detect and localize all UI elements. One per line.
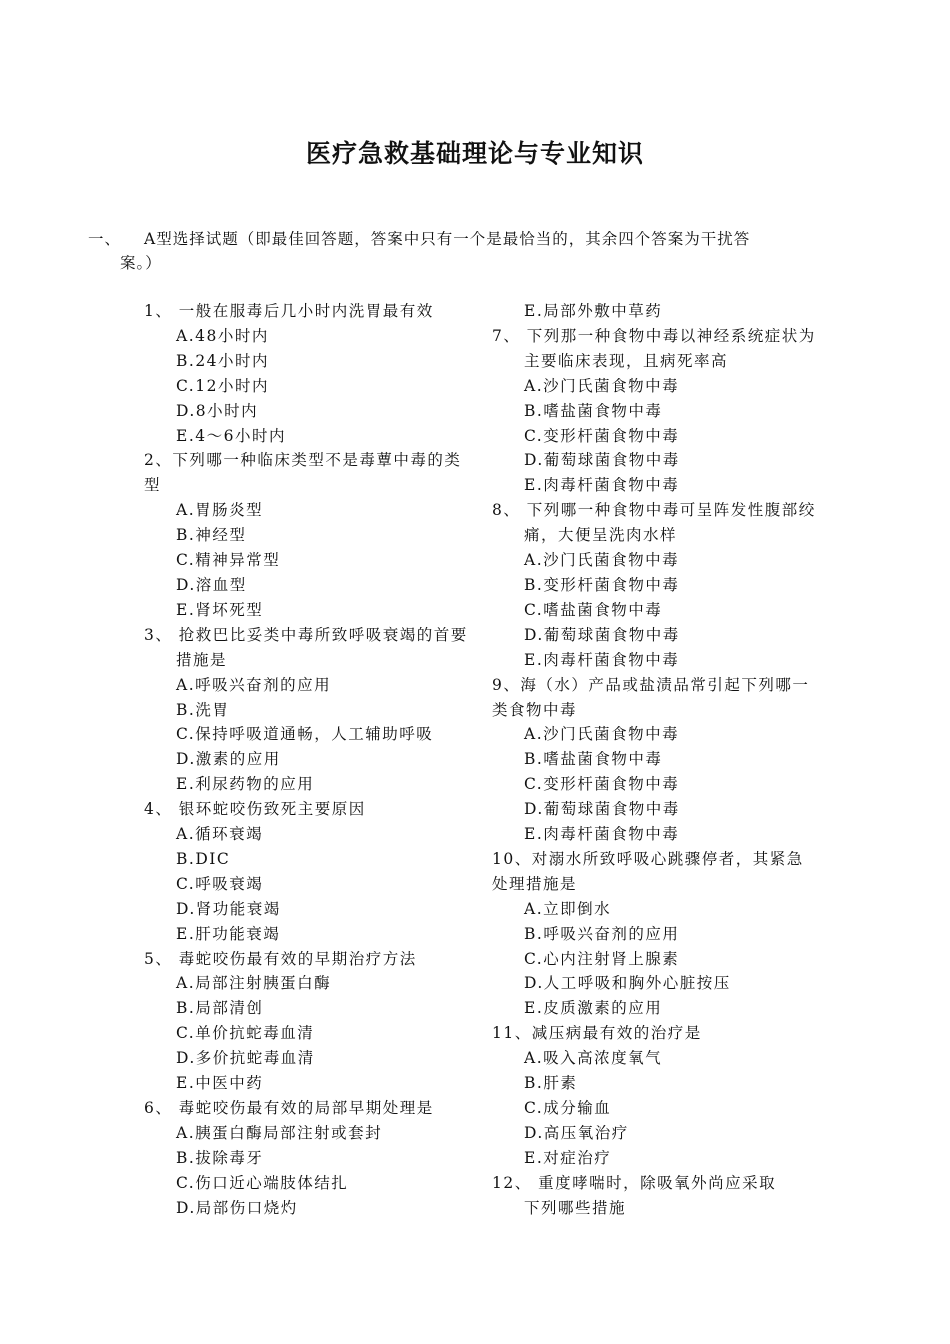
answer-option: B.呼吸兴奋剂的应用 xyxy=(524,924,680,943)
question-line: 7、 下列那一种食物中毒以神经系统症状为 xyxy=(492,326,816,345)
answer-option: D.8小时内 xyxy=(176,401,259,420)
answer-option: B.肝素 xyxy=(524,1074,578,1093)
answer-option: C.变形杆菌食物中毒 xyxy=(524,426,680,445)
question-line: 3、 抢救巴比妥类中毒所致呼吸衰竭的首要 xyxy=(144,625,468,644)
answer-option: C.成分输血 xyxy=(524,1099,612,1117)
question-line: 4、 银环蛇咬伤致死主要原因 xyxy=(144,800,366,819)
answer-option: B.局部清创 xyxy=(176,999,264,1018)
answer-option: B.洗胃 xyxy=(176,700,230,719)
page-title: 医疗急救基础理论与专业知识 xyxy=(305,139,644,168)
answer-option: C.精神异常型 xyxy=(176,551,281,570)
answer-option: E.皮质激素的应用 xyxy=(524,999,663,1018)
answer-option: E.中医中药 xyxy=(176,1074,264,1093)
question-line: 6、 毒蛇咬伤最有效的局部早期处理是 xyxy=(144,1099,434,1117)
answer-option: C.保持呼吸道通畅，人工辅助呼吸 xyxy=(176,725,434,744)
answer-option: A.吸入高浓度氧气 xyxy=(524,1049,663,1068)
answer-option: B.嗜盐菌食物中毒 xyxy=(524,750,663,769)
answer-option: D.葡萄球菌食物中毒 xyxy=(524,451,680,470)
answer-option: A.循环衰竭 xyxy=(176,825,264,844)
answer-option: B.嗜盐菌食物中毒 xyxy=(524,401,663,420)
answer-option: A.立即倒水 xyxy=(524,899,612,918)
answer-option: A.沙门氏菌食物中毒 xyxy=(524,376,680,395)
answer-option: D.局部伤口烧灼 xyxy=(176,1198,298,1217)
answer-option: A.局部注射胰蛋白酶 xyxy=(176,974,332,993)
question-line: 11、减压病最有效的治疗是 xyxy=(492,1024,702,1043)
answer-option: D.激素的应用 xyxy=(176,750,281,769)
answer-option: A.呼吸兴奋剂的应用 xyxy=(176,675,332,694)
answer-option: E.肾坏死型 xyxy=(176,600,264,619)
answer-option: A.沙门氏菌食物中毒 xyxy=(524,725,680,744)
section-heading-line-1 xyxy=(88,227,778,251)
question-column-right xyxy=(492,299,822,1221)
answer-option: C.嗜盐菌食物中毒 xyxy=(524,600,663,619)
question-line: 10、对溺水所致呼吸心跳骤停者，其紧急 xyxy=(492,849,804,868)
answer-option: D.葡萄球菌食物中毒 xyxy=(524,625,680,644)
answer-option: E.局部外敷中草药 xyxy=(524,302,663,320)
question-line: 2、下列哪一种临床类型不是毒蕈中毒的类 xyxy=(144,451,462,470)
question-line: 5、 毒蛇咬伤最有效的早期治疗方法 xyxy=(144,949,417,968)
question-line-continued: 型 xyxy=(144,476,162,495)
question-line-continued: 处理措施是 xyxy=(492,874,578,893)
section-number: 一、 xyxy=(88,230,122,248)
question-line-continued: 痛，大便呈洗肉水样 xyxy=(524,526,678,545)
answer-option: A.48小时内 xyxy=(176,326,269,345)
section-heading xyxy=(88,227,778,275)
answer-option: E.肉毒杆菌食物中毒 xyxy=(524,650,680,669)
answer-option: C.变形杆菌食物中毒 xyxy=(524,775,680,794)
answer-option: D.高压氧治疗 xyxy=(524,1123,629,1142)
question-line-continued: 主要临床表现，且病死率高 xyxy=(524,351,729,370)
answer-option: D.溶血型 xyxy=(176,575,247,594)
answer-option: B.变形杆菌食物中毒 xyxy=(524,575,680,594)
answer-option: D.多价抗蛇毒血清 xyxy=(176,1049,315,1068)
answer-option: D.葡萄球菌食物中毒 xyxy=(524,800,680,819)
answer-option: B.24小时内 xyxy=(176,351,270,370)
answer-option: C.心内注射肾上腺素 xyxy=(524,949,680,968)
answer-option: B.神经型 xyxy=(176,526,247,545)
question-column-left xyxy=(144,299,474,1221)
answer-option: E.肝功能衰竭 xyxy=(176,924,281,943)
answer-option: C.单价抗蛇毒血清 xyxy=(176,1024,315,1043)
question-line: 1、 一般在服毒后几小时内洗胃最有效 xyxy=(144,302,434,320)
question-line: 9、海（水）产品或盐渍品常引起下列哪一 xyxy=(492,675,810,694)
answer-option: E.对症治疗 xyxy=(524,1148,612,1167)
question-line: 8、 下列哪一种食物中毒可呈阵发性腹部绞 xyxy=(492,501,816,520)
answer-option: C.呼吸衰竭 xyxy=(176,874,264,893)
answer-option: B.DIC xyxy=(176,849,231,868)
answer-option: C.12小时内 xyxy=(176,376,269,395)
answer-option: C.伤口近心端肢体结扎 xyxy=(176,1173,349,1192)
answer-option: D.人工呼吸和胸外心脏按压 xyxy=(524,974,731,993)
answer-option: A.胃肠炎型 xyxy=(176,501,264,520)
section-instructions: A型选择试题（即最佳回答题，答案中只有一个是最恰当的，其余四个答案为干扰答 xyxy=(144,230,751,248)
question-line: 12、 重度哮喘时，除吸氧外尚应采取 xyxy=(492,1173,777,1192)
answer-option: B.拔除毒牙 xyxy=(176,1148,264,1167)
answer-option: E.肉毒杆菌食物中毒 xyxy=(524,476,680,495)
answer-option: E.肉毒杆菌食物中毒 xyxy=(524,825,680,844)
question-line-continued: 类食物中毒 xyxy=(492,700,578,719)
answer-option: D.肾功能衰竭 xyxy=(176,899,281,918)
answer-option: A.沙门氏菌食物中毒 xyxy=(524,551,680,570)
question-line-continued: 下列哪些措施 xyxy=(524,1198,627,1217)
question-line-continued: 措施是 xyxy=(176,650,228,669)
answer-option: A.胰蛋白酶局部注射或套封 xyxy=(176,1123,383,1142)
section-instructions-continued: 案。） xyxy=(120,254,162,272)
answer-option: E.利尿药物的应用 xyxy=(176,775,315,794)
answer-option: E.4～6小时内 xyxy=(176,426,286,445)
